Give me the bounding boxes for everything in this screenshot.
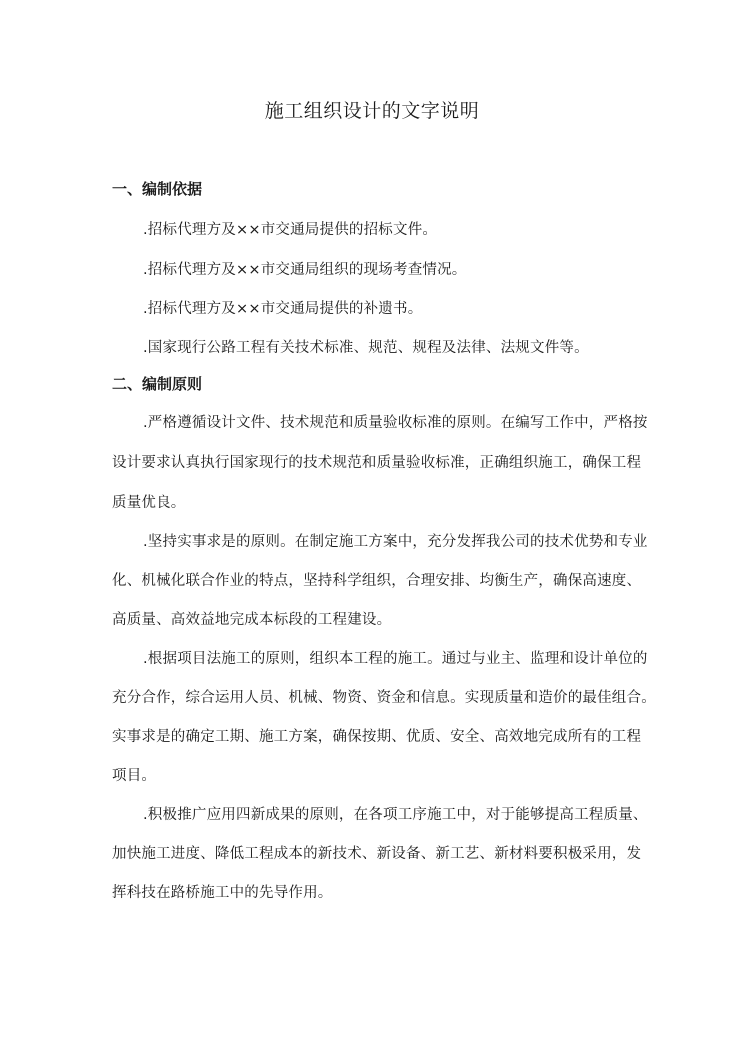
- document-title: 施工组织设计的文字说明: [264, 100, 480, 122]
- principle-line: 化、机械化联合作业的特点，坚持科学组织，合理安排、均衡生产，确保高速度、: [112, 573, 642, 589]
- section-heading-basis: 一、编制依据: [112, 180, 203, 198]
- principle-line: .坚持实事求是的原则。在制定施工方案中，充分发挥我公司的技术优势和专业: [143, 534, 648, 550]
- principle-line: 实事求是的确定工期、施工方案，确保按期、优质、安全、高效地完成所有的工程: [112, 729, 642, 745]
- principle-line: 充分合作，综合运用人员、机械、物资、资金和信息。实现质量和造价的最佳组合。: [112, 690, 656, 706]
- principle-line: .严格遵循设计文件、技术规范和质量验收标准的原则。在编写工作中，严格按: [143, 415, 648, 431]
- principle-line: 挥科技在路桥施工中的先导作用。: [112, 885, 333, 901]
- basis-item: .招标代理方及××市交通局提供的补遗书。: [143, 301, 423, 317]
- principle-line: .根据项目法施工的原则，组织本工程的施工。通过与业主、监理和设计单位的: [143, 651, 648, 667]
- principle-line: 设计要求认真执行国家现行的技术规范和质量验收标准，正确组织施工，确保工程: [112, 455, 642, 471]
- basis-item: .招标代理方及××市交通局组织的现场考查情况。: [143, 262, 467, 278]
- principle-line: 项目。: [112, 768, 157, 784]
- principle-line: 加快施工进度、降低工程成本的新技术、新设备、新工艺、新材料要积极采用，发: [112, 846, 642, 862]
- principle-line: 质量优良。: [112, 495, 186, 511]
- section-heading-principles: 二、编制原则: [112, 375, 203, 393]
- basis-item: .招标代理方及××市交通局提供的招标文件。: [143, 222, 438, 238]
- principle-line: .积极推广应用四新成果的原则，在各项工序施工中，对于能够提高工程质量、: [143, 807, 648, 823]
- principle-line: 高质量、高效益地完成本标段的工程建设。: [112, 612, 392, 628]
- basis-item: .国家现行公路工程有关技术标准、规范、规程及法律、法规文件等。: [143, 340, 589, 356]
